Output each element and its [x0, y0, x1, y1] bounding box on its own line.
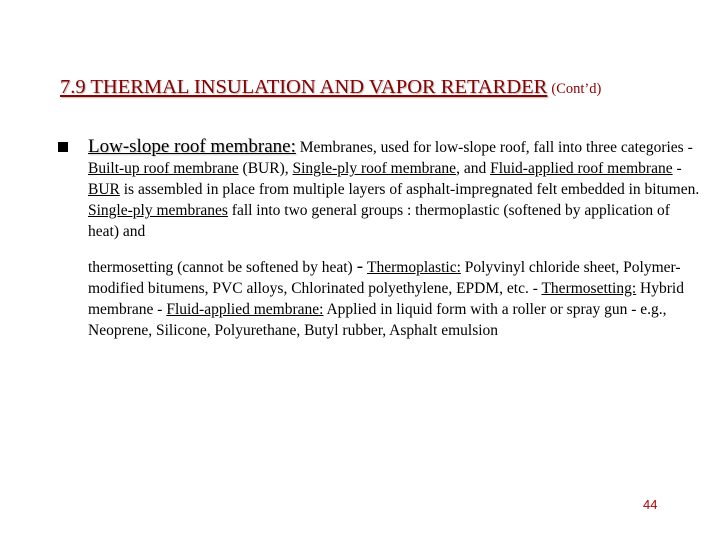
slide-title — [60, 76, 700, 99]
slide-title-continued: (Cont’d) — [551, 81, 602, 97]
paragraph-low-slope-membrane — [88, 136, 700, 242]
term-thermoplastic: Thermoplastic: — [367, 259, 461, 276]
lead-term: Low-slope roof membrane: — [88, 136, 296, 157]
term-thermosetting: Thermosetting: — [541, 280, 637, 297]
page-number: 44 — [643, 497, 658, 512]
text-segment: , and — [456, 160, 491, 177]
dash-separator: - — [356, 256, 364, 277]
slide-title-main: 7.9 THERMAL INSULATION AND VAPOR RETARDER — [60, 76, 548, 98]
text-segment: is assembled in place from multiple layers of asphalt-impregnated felt embedded in bitumen. — [119, 181, 700, 198]
square-bullet-icon — [58, 142, 68, 152]
text-segment: - — [672, 160, 682, 177]
text-segment: thermosetting (cannot be softened by heat) — [88, 259, 353, 276]
paragraph-thermosetting — [88, 256, 700, 341]
text-segment: (BUR), — [238, 160, 293, 177]
term-built-up-roof-membrane: Built-up roof membrane — [88, 160, 239, 177]
text-segment: Hybrid membrane - — [88, 280, 684, 318]
term-fluid-applied-membrane: Fluid-applied membrane: — [166, 301, 324, 318]
term-bur: BUR — [88, 181, 120, 198]
term-single-ply-roof-membrane: Single-ply roof membrane — [292, 160, 457, 177]
text-segment: Membranes, used for low-slope roof, fall into three categories - — [295, 139, 693, 156]
text-segment: Applied in liquid form with a roller or spray gun - e.g., Neoprene, Silicone, Polyurethane, Butyl rubber, Asphalt emulsion — [88, 301, 667, 339]
term-fluid-applied-roof-membrane: Fluid-applied roof membrane — [490, 160, 673, 177]
text-segment: Polyvinyl chloride sheet, Polymer-modified bitumens, PVC alloys, Chlorinated polyethylene, EPDM, etc. - — [88, 259, 681, 297]
term-single-ply-membranes: Single-ply membranes — [88, 202, 228, 219]
text-segment: fall into two general groups : thermoplastic (softened by application of heat) and — [88, 202, 670, 240]
